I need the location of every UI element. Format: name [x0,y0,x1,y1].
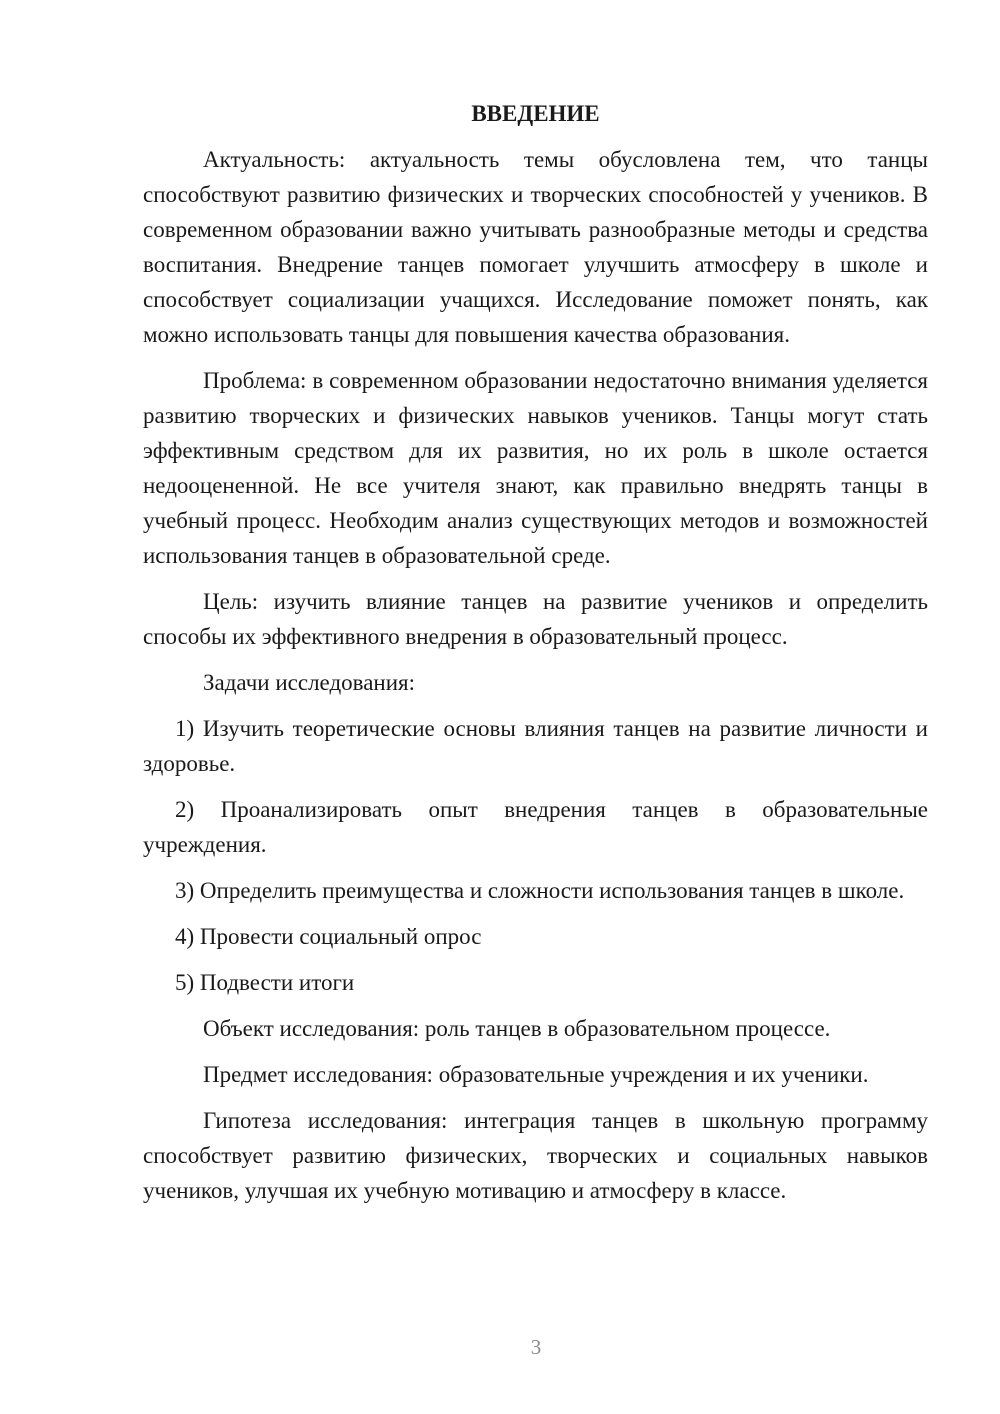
paragraph-object: Объект исследования: роль танцев в образовательном процессе. [203,1016,831,1041]
paragraph-goal: Цель: изучить влияние танцев на развитие учеников и определить способы их эффективного внедрения в образовательный процесс. [143,589,928,649]
paragraph-hypothesis: Гипотеза исследования: интеграция танцев в школьную программу способствует развитию физических, творческих и социальных навыков учеников, улучшая их учебную мотивацию и атмосферу в классе. [143,1108,928,1203]
page-number: 3 [530,1335,542,1359]
task-item-2: 2) Проанализировать опыт внедрения танцев в образовательные учреждения. [143,797,928,857]
section-title: ВВЕДЕНИЕ [471,101,600,126]
paragraph-subject: Предмет исследования: образовательные учреждения и их ученики. [203,1062,869,1087]
paragraph-relevance: Актуальность: актуальность темы обусловлена тем, что танцы способствуют развитию физических и творческих способностей у учеников. В современном образовании важно учитывать разнообразные методы и средства воспитания. Внедрение танцев помогает улучшить атмосферу в школе и способствует социализации учащихся. Исследование поможет понять, как можно использовать танцы для повышения качества образования. [143,147,928,347]
task-item-4: 4) Провести социальный опрос [175,924,482,949]
paragraph-problem: Проблема: в современном образовании недостаточно внимания уделяется развитию творческих и физических навыков учеников. Танцы могут стать эффективным средством для их развития, но их роль в школе остается недооцененной. Не все учителя знают, как правильно внедрять танцы в учебный процесс. Необходим анализ существующих методов и возможностей использования танцев в образовательной среде. [143,368,928,568]
task-item-1: 1) Изучить теоретические основы влияния танцев на развитие личности и здоровье. [143,716,928,776]
page-content [143,96,928,1219]
task-item-3: 3) Определить преимущества и сложности использования танцев в школе. [175,878,905,903]
tasks-heading: Задачи исследования: [203,670,416,695]
task-item-5: 5) Подвести итоги [175,970,355,995]
